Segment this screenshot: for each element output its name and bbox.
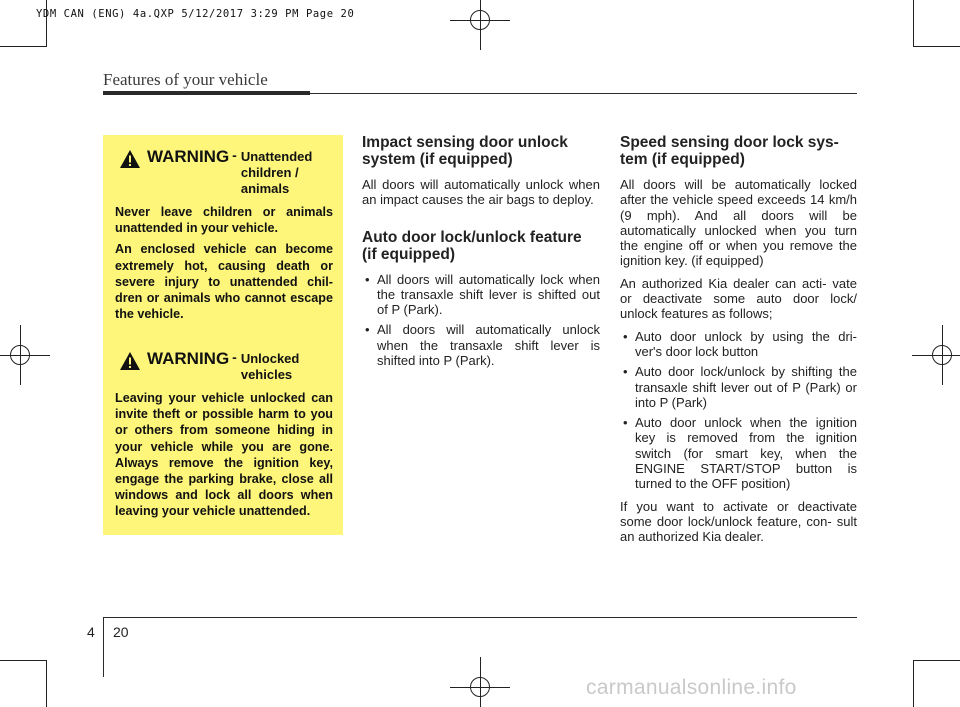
auto-lock-heading: Auto door lock/unlock feature (if equipped) bbox=[362, 228, 582, 263]
warning-box-unattended bbox=[103, 135, 343, 337]
crop-mark bbox=[913, 660, 914, 707]
warning-box-unlocked bbox=[103, 337, 343, 535]
section-title: Features of your vehicle bbox=[103, 70, 268, 89]
dealer-text: An authorized Kia dealer can acti- vate or deactivate some auto door lock/ unlock features as follows; bbox=[620, 275, 857, 322]
footer-rule bbox=[103, 617, 857, 618]
crop-mark bbox=[914, 660, 960, 661]
speed-sensing-heading: Speed sensing door lock sys- tem (if equipped) bbox=[620, 134, 839, 168]
chapter-number: 4 bbox=[87, 624, 95, 640]
middle-column bbox=[362, 134, 600, 375]
right-column bbox=[620, 134, 857, 552]
crop-mark bbox=[913, 0, 914, 47]
warning-triangle-icon bbox=[119, 149, 141, 169]
print-slug: YDM CAN (ENG) 4a.QXP 5/12/2017 3:29 PM Page 20 bbox=[36, 8, 355, 20]
impact-sensing-text: All doors will automatically unlock when an impact causes the air bags to deploy. bbox=[362, 177, 600, 208]
feature-list bbox=[620, 329, 857, 492]
spacer bbox=[362, 215, 600, 229]
impact-sensing-heading: Impact sensing door unlock system (if equipped) bbox=[362, 134, 568, 168]
list-item: • Auto door lock/unlock by shifting the transaxle shift lever out of P (Park) or into P (Park) bbox=[620, 364, 857, 410]
warning-label: WARNING bbox=[147, 349, 230, 368]
consult-dealer-text: If you want to activate or deactivate some door lock/unlock feature, con- sult an authorized Kia dealer. bbox=[620, 498, 857, 545]
warning-label: WARNING bbox=[147, 147, 230, 166]
auto-lock-list bbox=[362, 272, 600, 369]
registration-mark-top bbox=[450, 0, 510, 50]
list-item: • All doors will automatically unlock when the transaxle shift lever is shifted into P (Park). bbox=[362, 322, 600, 368]
registration-mark-bottom bbox=[450, 657, 510, 707]
registration-mark-left bbox=[0, 325, 50, 385]
watermark: carmanualsonline.info bbox=[586, 676, 797, 699]
warning-subject: Unattended children / animals bbox=[240, 149, 313, 196]
registration-mark-right bbox=[912, 325, 960, 385]
list-item: • Auto door unlock by using the dri- ver's door lock button bbox=[620, 329, 857, 360]
crop-mark bbox=[0, 46, 46, 47]
crop-mark bbox=[914, 46, 960, 47]
footer-divider bbox=[103, 617, 104, 677]
speed-sensing-text: All doors will be automatically locked after the vehicle speed exceeds 14 km/h (9 mph). And all doors will be automatically unlocked when you turn the engine off or when you remove the ignition key. (if equipped) bbox=[620, 177, 857, 269]
warning-text: Never leave children or animals unattended in your vehicle. bbox=[115, 205, 333, 236]
warning-header bbox=[115, 349, 333, 383]
header-rule bbox=[103, 91, 310, 95]
list-item: • Auto door unlock when the ignition key is removed from the ignition switch (for smart key, when the ENGINE START/STOP button is turned to the OFF position) bbox=[620, 415, 857, 491]
list-item: • All doors will automatically lock when the transaxle shift lever is shifted out of P (Park). bbox=[362, 272, 600, 318]
warning-header bbox=[115, 147, 333, 197]
warning-subject: Unlocked vehicles bbox=[240, 351, 300, 382]
crop-mark bbox=[0, 660, 46, 661]
warning-text: Leaving your vehicle unlocked can invite theft or possible harm to you or others from someone hiding in your vehicle while you are gone. Always remove the ignition key, engage the parking brake, close all windows and lock all doors when leaving your vehicle unattended. bbox=[115, 391, 333, 519]
crop-mark bbox=[46, 660, 47, 707]
warning-triangle-icon bbox=[119, 351, 141, 371]
header-rule-thin bbox=[310, 93, 857, 94]
warning-dash: - bbox=[232, 147, 237, 163]
warning-text: An enclosed vehicle can become extremely hot, causing death or severe injury to unattended chil- dren or animals who cannot escape the vehicle. bbox=[115, 242, 333, 322]
warning-dash: - bbox=[232, 349, 237, 365]
page-number: 20 bbox=[113, 624, 129, 640]
